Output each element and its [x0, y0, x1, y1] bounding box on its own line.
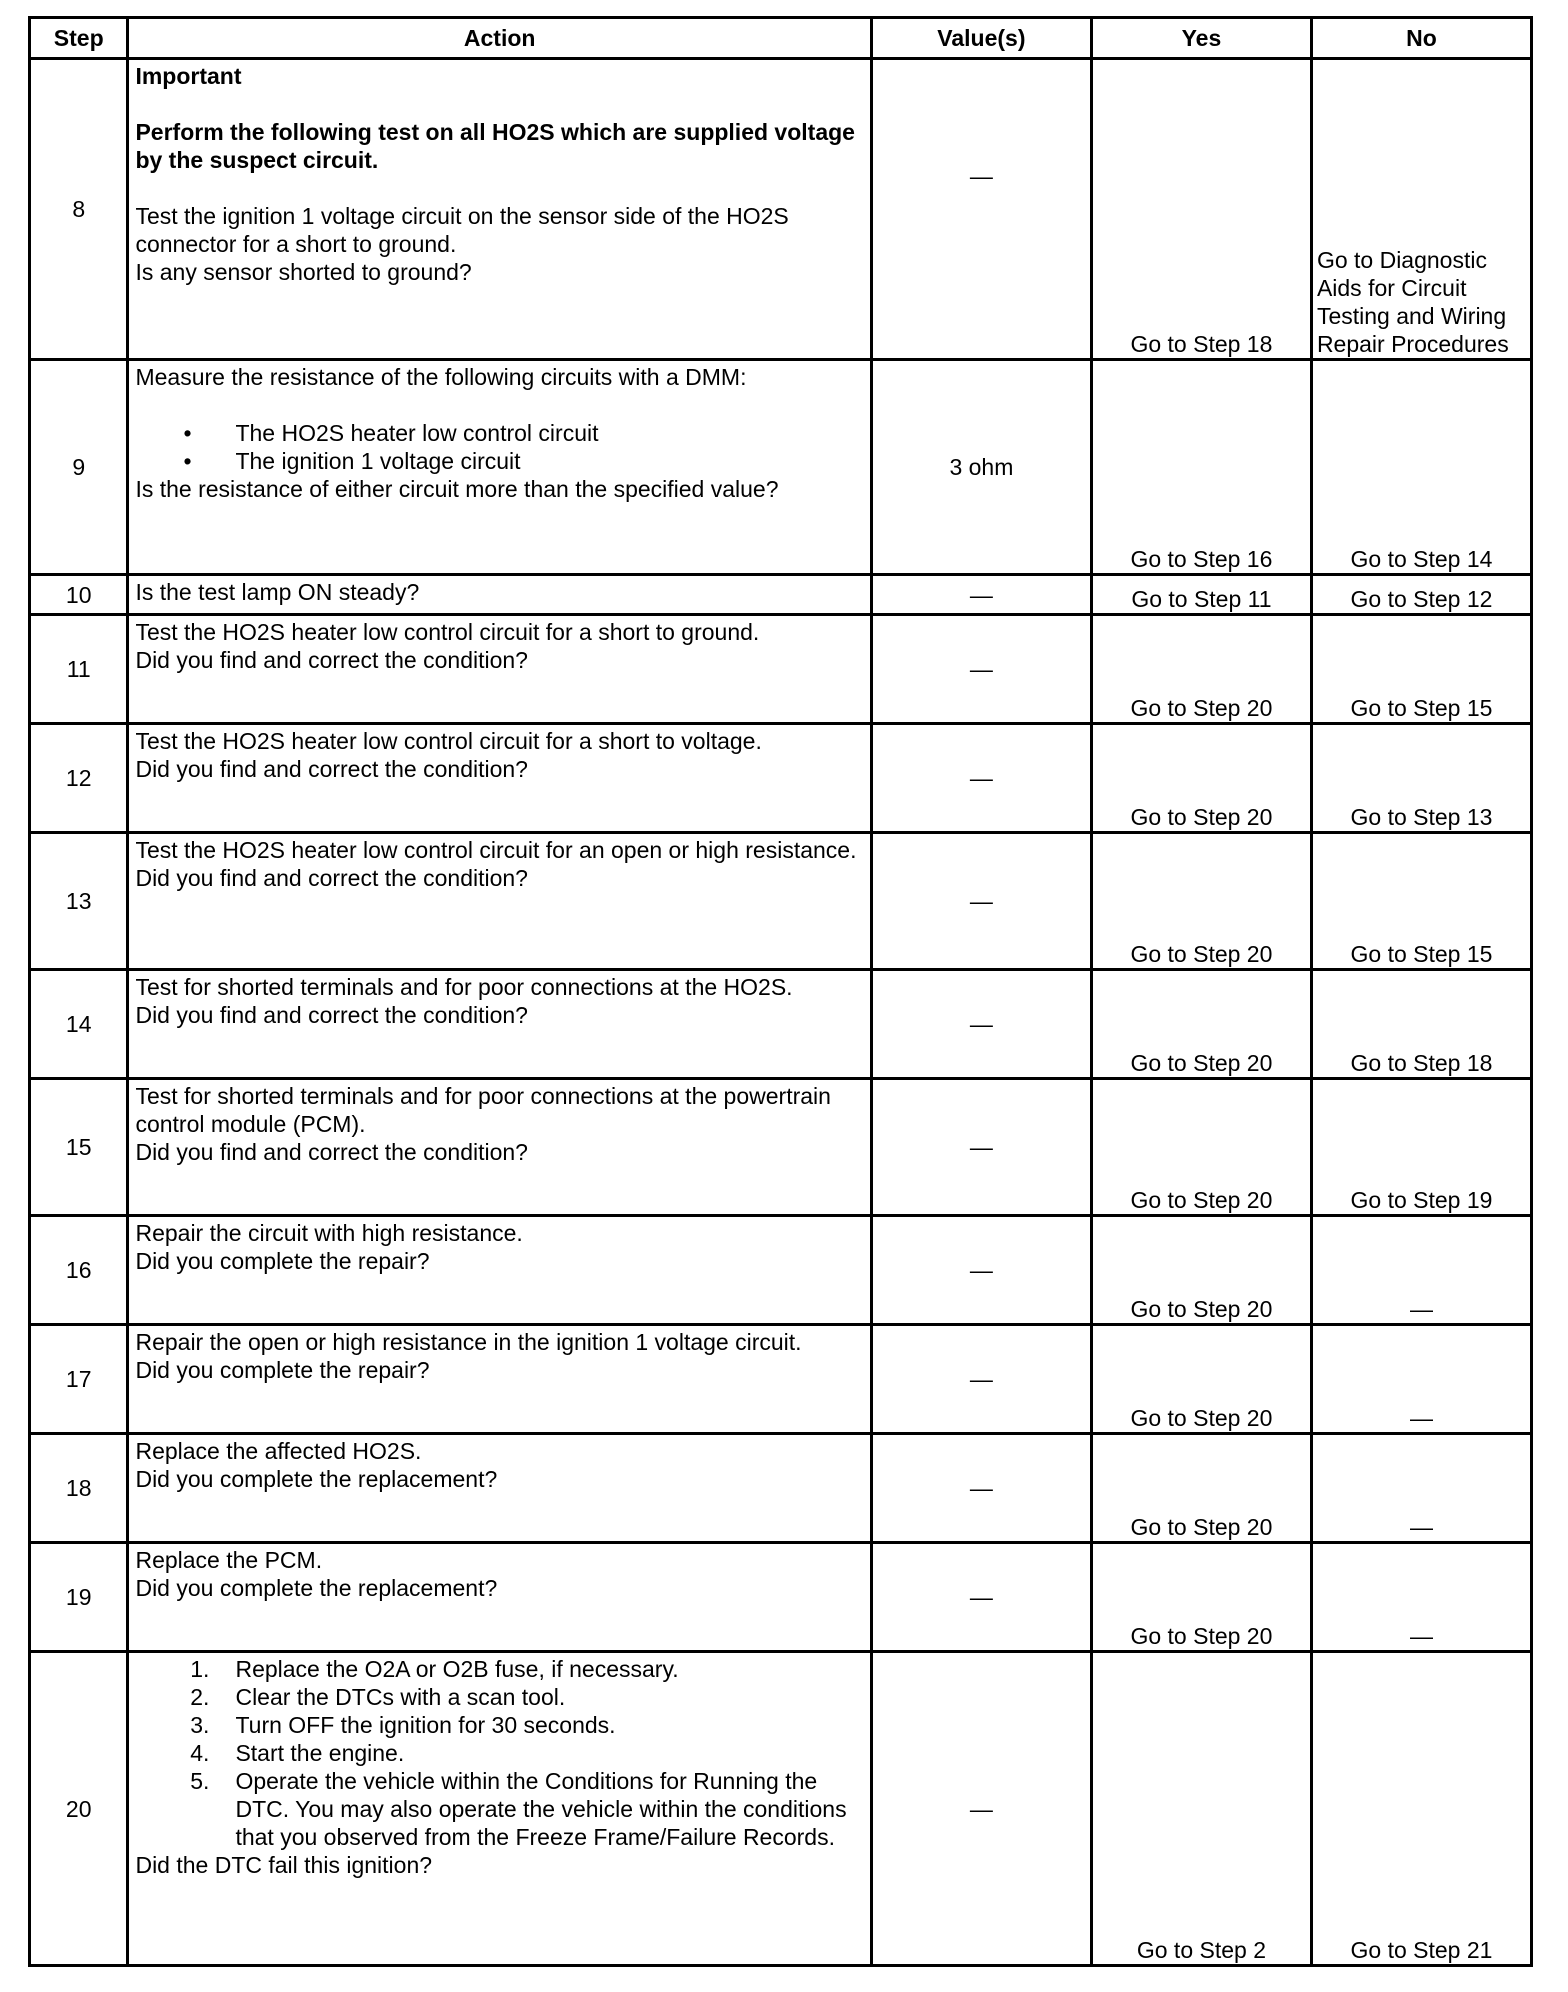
step-number: 10: [30, 575, 128, 615]
list-item: 3. Turn OFF the ignition for 30 seconds.: [190, 1712, 616, 1738]
action-text: Repair the open or high resistance in the ignition 1 voltage circuit.: [135, 1329, 802, 1355]
action-cell: [128, 1543, 871, 1652]
value-cell: —: [871, 833, 1091, 970]
table-row: [30, 970, 1532, 1079]
value-cell: —: [871, 1652, 1091, 1966]
action-cell: [128, 1325, 871, 1434]
step-number: 20: [30, 1652, 128, 1966]
table-row: [30, 575, 1532, 615]
yes-cell: Go to Step 2: [1091, 1652, 1311, 1966]
action-question: Did you find and correct the condition?: [135, 1139, 528, 1165]
action-cell: [128, 1079, 871, 1216]
yes-cell: Go to Step 20: [1091, 1434, 1311, 1543]
step-number: 19: [30, 1543, 128, 1652]
action-question: Did you find and correct the condition?: [135, 865, 528, 891]
step-number: 15: [30, 1079, 128, 1216]
action-cell: [128, 1434, 871, 1543]
table-row: [30, 615, 1532, 724]
no-cell: Go to Step 21: [1311, 1652, 1531, 1966]
action-text: Repair the circuit with high resistance.: [135, 1220, 523, 1246]
table-row: [30, 59, 1532, 360]
yes-cell: Go to Step 20: [1091, 1543, 1311, 1652]
step-number: 18: [30, 1434, 128, 1543]
list-item: 2. Clear the DTCs with a scan tool.: [190, 1684, 566, 1710]
yes-cell: Go to Step 16: [1091, 360, 1311, 575]
table-row: [30, 1434, 1532, 1543]
step-number: 13: [30, 833, 128, 970]
header-step: Step: [30, 18, 128, 59]
action-question: Is the test lamp ON steady?: [135, 579, 420, 605]
value-cell: —: [871, 970, 1091, 1079]
action-cell: [128, 1652, 871, 1966]
step-number: 9: [30, 360, 128, 575]
diagnostic-table: [28, 16, 1533, 1967]
value-cell: —: [871, 575, 1091, 615]
no-cell: —: [1311, 1434, 1531, 1543]
action-text: Test for shorted terminals and for poor connections at the powertrain control module (PCM).: [135, 1083, 831, 1137]
step-number: 12: [30, 724, 128, 833]
action-question: Did you complete the repair?: [135, 1248, 430, 1274]
value-cell: —: [871, 1216, 1091, 1325]
yes-cell: Go to Step 20: [1091, 1325, 1311, 1434]
action-cell: [128, 970, 871, 1079]
yes-cell: Go to Step 20: [1091, 1079, 1311, 1216]
action-question: Did the DTC fail this ignition?: [135, 1852, 433, 1878]
yes-cell: Go to Step 20: [1091, 833, 1311, 970]
yes-cell: Go to Step 20: [1091, 615, 1311, 724]
action-question: Did you find and correct the condition?: [135, 1002, 528, 1028]
action-cell: [128, 724, 871, 833]
no-cell: Go to Step 19: [1311, 1079, 1531, 1216]
yes-cell: Go to Step 20: [1091, 970, 1311, 1079]
no-cell: Go to Step 15: [1311, 615, 1531, 724]
yes-cell: Go to Step 20: [1091, 1216, 1311, 1325]
action-text: Measure the resistance of the following circuits with a DMM:: [135, 364, 747, 390]
table-row: [30, 1325, 1532, 1434]
no-cell: Go to Step 13: [1311, 724, 1531, 833]
action-question: Did you complete the repair?: [135, 1357, 430, 1383]
value-cell: —: [871, 1325, 1091, 1434]
yes-cell: Go to Step 20: [1091, 724, 1311, 833]
table-row: [30, 360, 1532, 575]
no-cell: —: [1311, 1325, 1531, 1434]
no-cell: Go to Step 12: [1311, 575, 1531, 615]
action-cell: [128, 833, 871, 970]
action-text: Test the ignition 1 voltage circuit on the sensor side of the HO2S connector for a short to ground.: [135, 203, 789, 257]
action-text: Replace the affected HO2S.: [135, 1438, 422, 1464]
header-action: Action: [128, 18, 871, 59]
value-cell: 3 ohm: [871, 360, 1091, 575]
action-cell: [128, 615, 871, 724]
action-text: Test for shorted terminals and for poor connections at the HO2S.: [135, 974, 793, 1000]
no-cell: —: [1311, 1216, 1531, 1325]
list-item: 5. Operate the vehicle within the Conditions for Running the DTC. You may also operate the vehicle within the conditions that you observed from the Freeze Frame/Failure Records.: [190, 1768, 847, 1850]
table-row: [30, 1543, 1532, 1652]
action-question: Did you complete the replacement?: [135, 1466, 498, 1492]
action-text: Test the HO2S heater low control circuit for an open or high resistance.: [135, 837, 857, 863]
no-cell: Go to Step 18: [1311, 970, 1531, 1079]
value-cell: —: [871, 59, 1091, 360]
bullet-list: [135, 419, 863, 475]
list-item: • The HO2S heater low control circuit: [135, 419, 863, 447]
step-number: 8: [30, 59, 128, 360]
list-item: • The ignition 1 voltage circuit: [135, 447, 863, 475]
numbered-list: [135, 1655, 863, 1851]
header-values: Value(s): [871, 18, 1091, 59]
list-item: 1. Replace the O2A or O2B fuse, if necessary.: [190, 1656, 679, 1682]
action-question: Did you find and correct the condition?: [135, 647, 528, 673]
step-number: 16: [30, 1216, 128, 1325]
action-text: Replace the PCM.: [135, 1547, 323, 1573]
action-question: Did you find and correct the condition?: [135, 756, 528, 782]
action-cell: [128, 360, 871, 575]
value-cell: —: [871, 1543, 1091, 1652]
step-number: 14: [30, 970, 128, 1079]
yes-cell: Go to Step 18: [1091, 59, 1311, 360]
no-cell: —: [1311, 1543, 1531, 1652]
action-question: Is any sensor shorted to ground?: [135, 259, 472, 285]
header-yes: Yes: [1091, 18, 1311, 59]
table-row: [30, 1079, 1532, 1216]
header-no: No: [1311, 18, 1531, 59]
value-cell: —: [871, 724, 1091, 833]
table-row: [30, 833, 1532, 970]
no-cell: Go to Step 15: [1311, 833, 1531, 970]
yes-cell: Go to Step 11: [1091, 575, 1311, 615]
action-question: Is the resistance of either circuit more than the specified value?: [135, 476, 779, 502]
action-cell: [128, 575, 871, 615]
table-row: [30, 724, 1532, 833]
value-cell: —: [871, 615, 1091, 724]
no-cell: Go to Diagnostic Aids for Circuit Testing and Wiring Repair Procedures: [1311, 59, 1531, 360]
action-text: Test the HO2S heater low control circuit for a short to voltage.: [135, 728, 762, 754]
list-item: 4. Start the engine.: [190, 1740, 405, 1766]
no-cell: Go to Step 14: [1311, 360, 1531, 575]
important-note: Perform the following test on all HO2S which are supplied voltage by the suspect circuit.: [135, 119, 855, 173]
table-row: [30, 1652, 1532, 1966]
action-cell: [128, 59, 871, 360]
header-row: [30, 18, 1532, 59]
table-row: [30, 1216, 1532, 1325]
value-cell: —: [871, 1434, 1091, 1543]
value-cell: —: [871, 1079, 1091, 1216]
important-label: Important: [135, 63, 242, 89]
action-text: Test the HO2S heater low control circuit for a short to ground.: [135, 619, 760, 645]
step-number: 17: [30, 1325, 128, 1434]
action-cell: [128, 1216, 871, 1325]
step-number: 11: [30, 615, 128, 724]
action-question: Did you complete the replacement?: [135, 1575, 498, 1601]
